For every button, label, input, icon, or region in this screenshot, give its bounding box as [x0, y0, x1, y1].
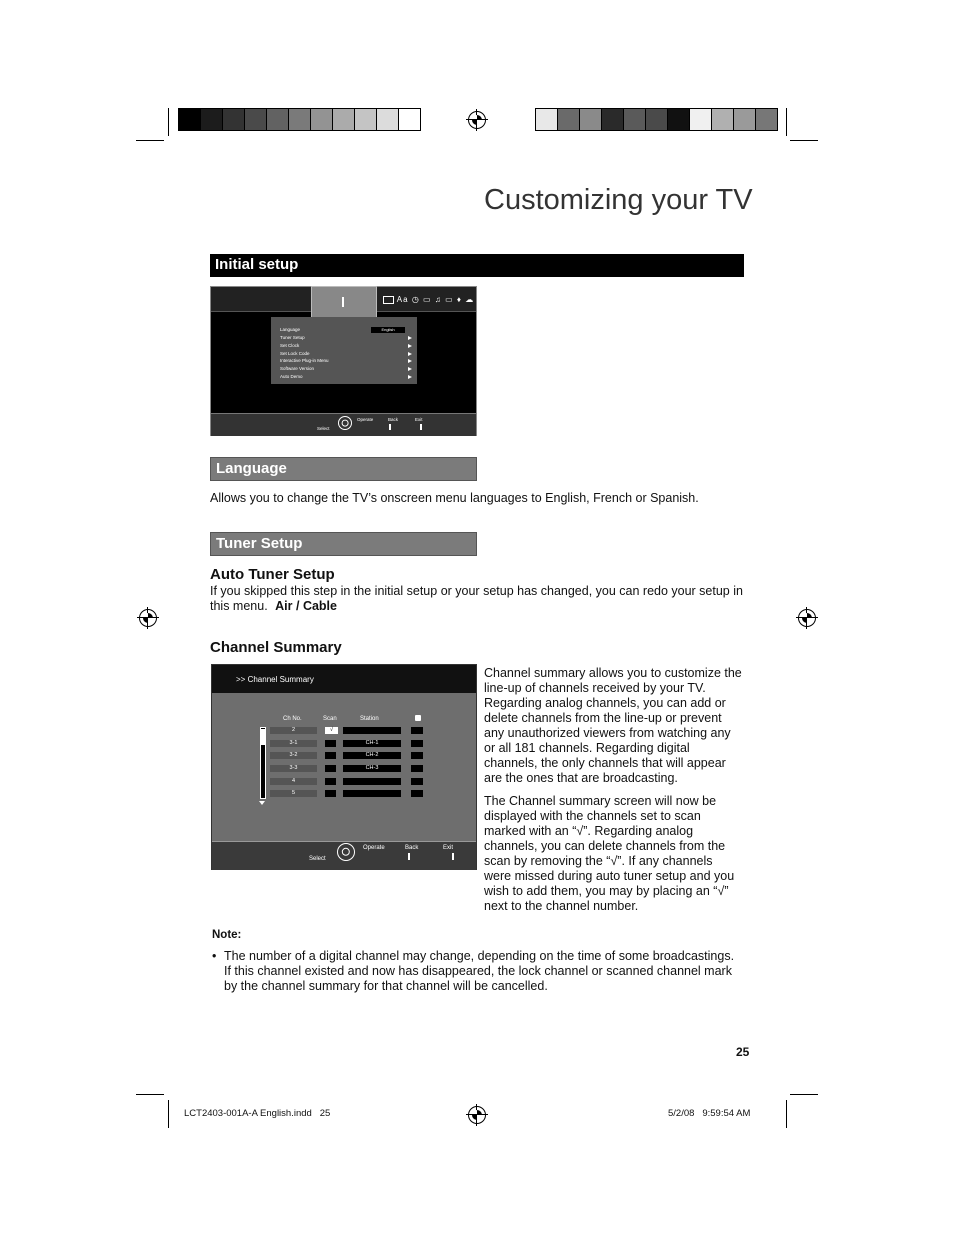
screen-footer [211, 413, 476, 436]
station-name: CH-1 [343, 740, 401, 747]
print-date: 5/2/08 9:59:54 AM [668, 1108, 751, 1119]
crop-mark [786, 1100, 787, 1128]
channel-number: 2 [270, 727, 317, 734]
crop-mark [790, 140, 818, 141]
menu-item-interactive-plugin[interactable]: Interactive Plug-in Menu [280, 358, 329, 363]
back-button-icon [408, 853, 410, 860]
scrollbar-thumb[interactable] [261, 729, 265, 745]
scan-checkbox[interactable] [325, 778, 336, 785]
auto-tuner-text [210, 584, 745, 614]
lock-icon [415, 715, 421, 721]
text-icon: Aa [396, 295, 409, 304]
chevron-right-icon [408, 352, 412, 356]
exit-button-icon [420, 424, 422, 430]
chevron-right-icon [408, 375, 412, 379]
color-swatch [289, 109, 311, 130]
note-bullet: • [212, 949, 217, 963]
note-text: The number of a digital channel may change, depending on the time of some broadcastings. If this channel existed and now has disappeared, the lock channel or scanned channel mark by the channel summary for that channel will be cancelled. [224, 949, 735, 993]
color-swatch [377, 109, 399, 130]
station-name: CH-2 [343, 752, 401, 759]
scan-checkbox[interactable] [325, 765, 336, 772]
lock-icon: ♦ [456, 295, 462, 304]
music-icon: ♫ [434, 295, 442, 304]
language-description: Allows you to change the TV’s onscreen menu languages to English, French or Spanish. [210, 491, 699, 505]
crop-mark [786, 108, 787, 136]
channel-summary-heading: Channel Summary [210, 639, 342, 656]
color-swatch [201, 109, 223, 130]
lock-checkbox[interactable] [411, 752, 423, 759]
channel-number: 3-3 [270, 765, 317, 772]
crop-mark [790, 1094, 818, 1095]
scan-checkbox[interactable] [325, 790, 336, 797]
color-swatch [179, 109, 201, 130]
scan-checkbox[interactable] [325, 752, 336, 759]
color-swatch [333, 109, 355, 130]
channel-summary-para2: The Channel summary screen will now be displayed with the channels set to scan marked with an “√”. Regarding analog channels, you can delete channels from the scan by removing the “√”. If any channels were missed during auto tuner setup and you wish to add them, you may by placing an “√” next to the channel number. [484, 794, 735, 913]
color-swatch [602, 109, 624, 130]
menu-item-set-lock-code[interactable]: Set Lock Code [280, 351, 310, 356]
exit-button-icon [452, 853, 454, 860]
color-swatch [668, 109, 690, 130]
page-title: Customizing your TV [484, 184, 753, 216]
section-language: Language [210, 457, 477, 481]
menu-item-tuner-setup[interactable]: Tuner Setup [280, 335, 305, 340]
color-swatch [580, 109, 602, 130]
station-name [343, 727, 401, 734]
lock-checkbox[interactable] [411, 765, 423, 772]
cc-icon [383, 296, 394, 304]
channel-number: 3-2 [270, 752, 317, 759]
arrow-down-icon [259, 801, 265, 805]
color-swatch [245, 109, 267, 130]
operate-label: Operate [363, 845, 385, 851]
menu-item-auto-demo[interactable]: Auto Demo [280, 374, 303, 379]
station-name [343, 778, 401, 785]
lock-checkbox[interactable] [411, 727, 423, 734]
exit-label: Exit [443, 845, 454, 851]
menu-icons [383, 295, 474, 304]
color-swatch [646, 109, 668, 130]
channel-number: 4 [270, 778, 317, 785]
column-ch-no: Ch No. [283, 716, 302, 722]
section-tuner-setup: Tuner Setup [210, 532, 477, 556]
initial-setup-screen [210, 286, 477, 436]
back-label: Back [405, 845, 419, 851]
scan-checkbox[interactable] [325, 740, 336, 747]
screen-footer [212, 841, 476, 870]
station-name [343, 790, 401, 797]
channel-summary-screen [211, 664, 477, 870]
menu-item-set-clock[interactable]: Set Clock [280, 343, 300, 348]
color-swatch [690, 109, 712, 130]
color-bar-right [535, 108, 778, 131]
color-swatch [355, 109, 377, 130]
channel-number: 5 [270, 790, 317, 797]
color-swatch [624, 109, 646, 130]
column-station: Station [360, 716, 379, 722]
menu-item-language[interactable]: Language [280, 327, 301, 332]
chevron-right-icon [408, 367, 412, 371]
exit-label: Exit [415, 417, 423, 422]
select-label: Select [317, 426, 330, 431]
clock-icon: ◷ [411, 295, 420, 304]
back-label: Back [388, 417, 399, 422]
picture-icon: ▭ [423, 295, 432, 304]
color-swatch [267, 109, 289, 130]
color-bar-left [178, 108, 421, 131]
chevron-right-icon [408, 359, 412, 363]
note-heading: Note: [212, 929, 242, 941]
operate-label: Operate [357, 417, 374, 422]
auto-tuner-options: Air / Cable [275, 599, 337, 613]
print-file-name: LCT2403-001A-A English.indd 25 [184, 1108, 331, 1119]
registration-mark-icon [798, 609, 816, 627]
chevron-right-icon [408, 344, 412, 348]
channel-number: 3-1 [270, 740, 317, 747]
registration-mark-icon [139, 609, 157, 627]
scan-checkbox[interactable]: √ [325, 727, 338, 734]
joystick-icon [337, 843, 355, 861]
registration-mark-icon [468, 111, 486, 129]
color-swatch [712, 109, 734, 130]
chevron-right-icon [408, 336, 412, 340]
crop-mark [136, 140, 164, 141]
lock-checkbox[interactable] [411, 778, 423, 785]
screen-header-title: >> Channel Summary [236, 675, 314, 684]
color-swatch [536, 109, 558, 130]
color-swatch [756, 109, 777, 130]
crop-mark [168, 1100, 169, 1128]
crop-mark [168, 108, 169, 136]
column-scan: Scan [323, 716, 337, 722]
setup-menu [271, 317, 417, 384]
color-swatch [558, 109, 580, 130]
settings-icon: ☁ [465, 295, 475, 304]
registration-mark-icon [468, 1106, 486, 1124]
setup-icon [342, 297, 344, 307]
screen-header [212, 665, 476, 693]
joystick-icon [338, 416, 352, 430]
auto-tuner-description: If you skipped this step in the initial setup or your setup has changed, you can redo your setup in this menu. [210, 584, 743, 613]
tv-icon: ▭ [445, 295, 454, 304]
station-name: CH-3 [343, 765, 401, 772]
back-button-icon [389, 424, 391, 430]
color-swatch [223, 109, 245, 130]
color-swatch [311, 109, 333, 130]
color-swatch [734, 109, 756, 130]
channel-summary-para1: Channel summary allows you to customize the line-up of channels received by your TV. Regarding analog channels, you can add or delete channels from the line-up or prevent any unauthorized viewers from watching any or all 181 channels. Regarding digital channels, the only channels that will appear are the ones that are broadcasting. [484, 666, 742, 785]
page-number: 25 [736, 1045, 750, 1059]
lock-checkbox[interactable] [411, 740, 423, 747]
lock-checkbox[interactable] [411, 790, 423, 797]
crop-mark [136, 1094, 164, 1095]
color-swatch [399, 109, 420, 130]
auto-tuner-heading: Auto Tuner Setup [210, 566, 335, 583]
language-value: English [371, 327, 405, 333]
select-label: Select [309, 856, 326, 862]
section-initial-setup: Initial setup [210, 254, 744, 277]
menu-item-software-version[interactable]: Software Version [280, 366, 315, 371]
